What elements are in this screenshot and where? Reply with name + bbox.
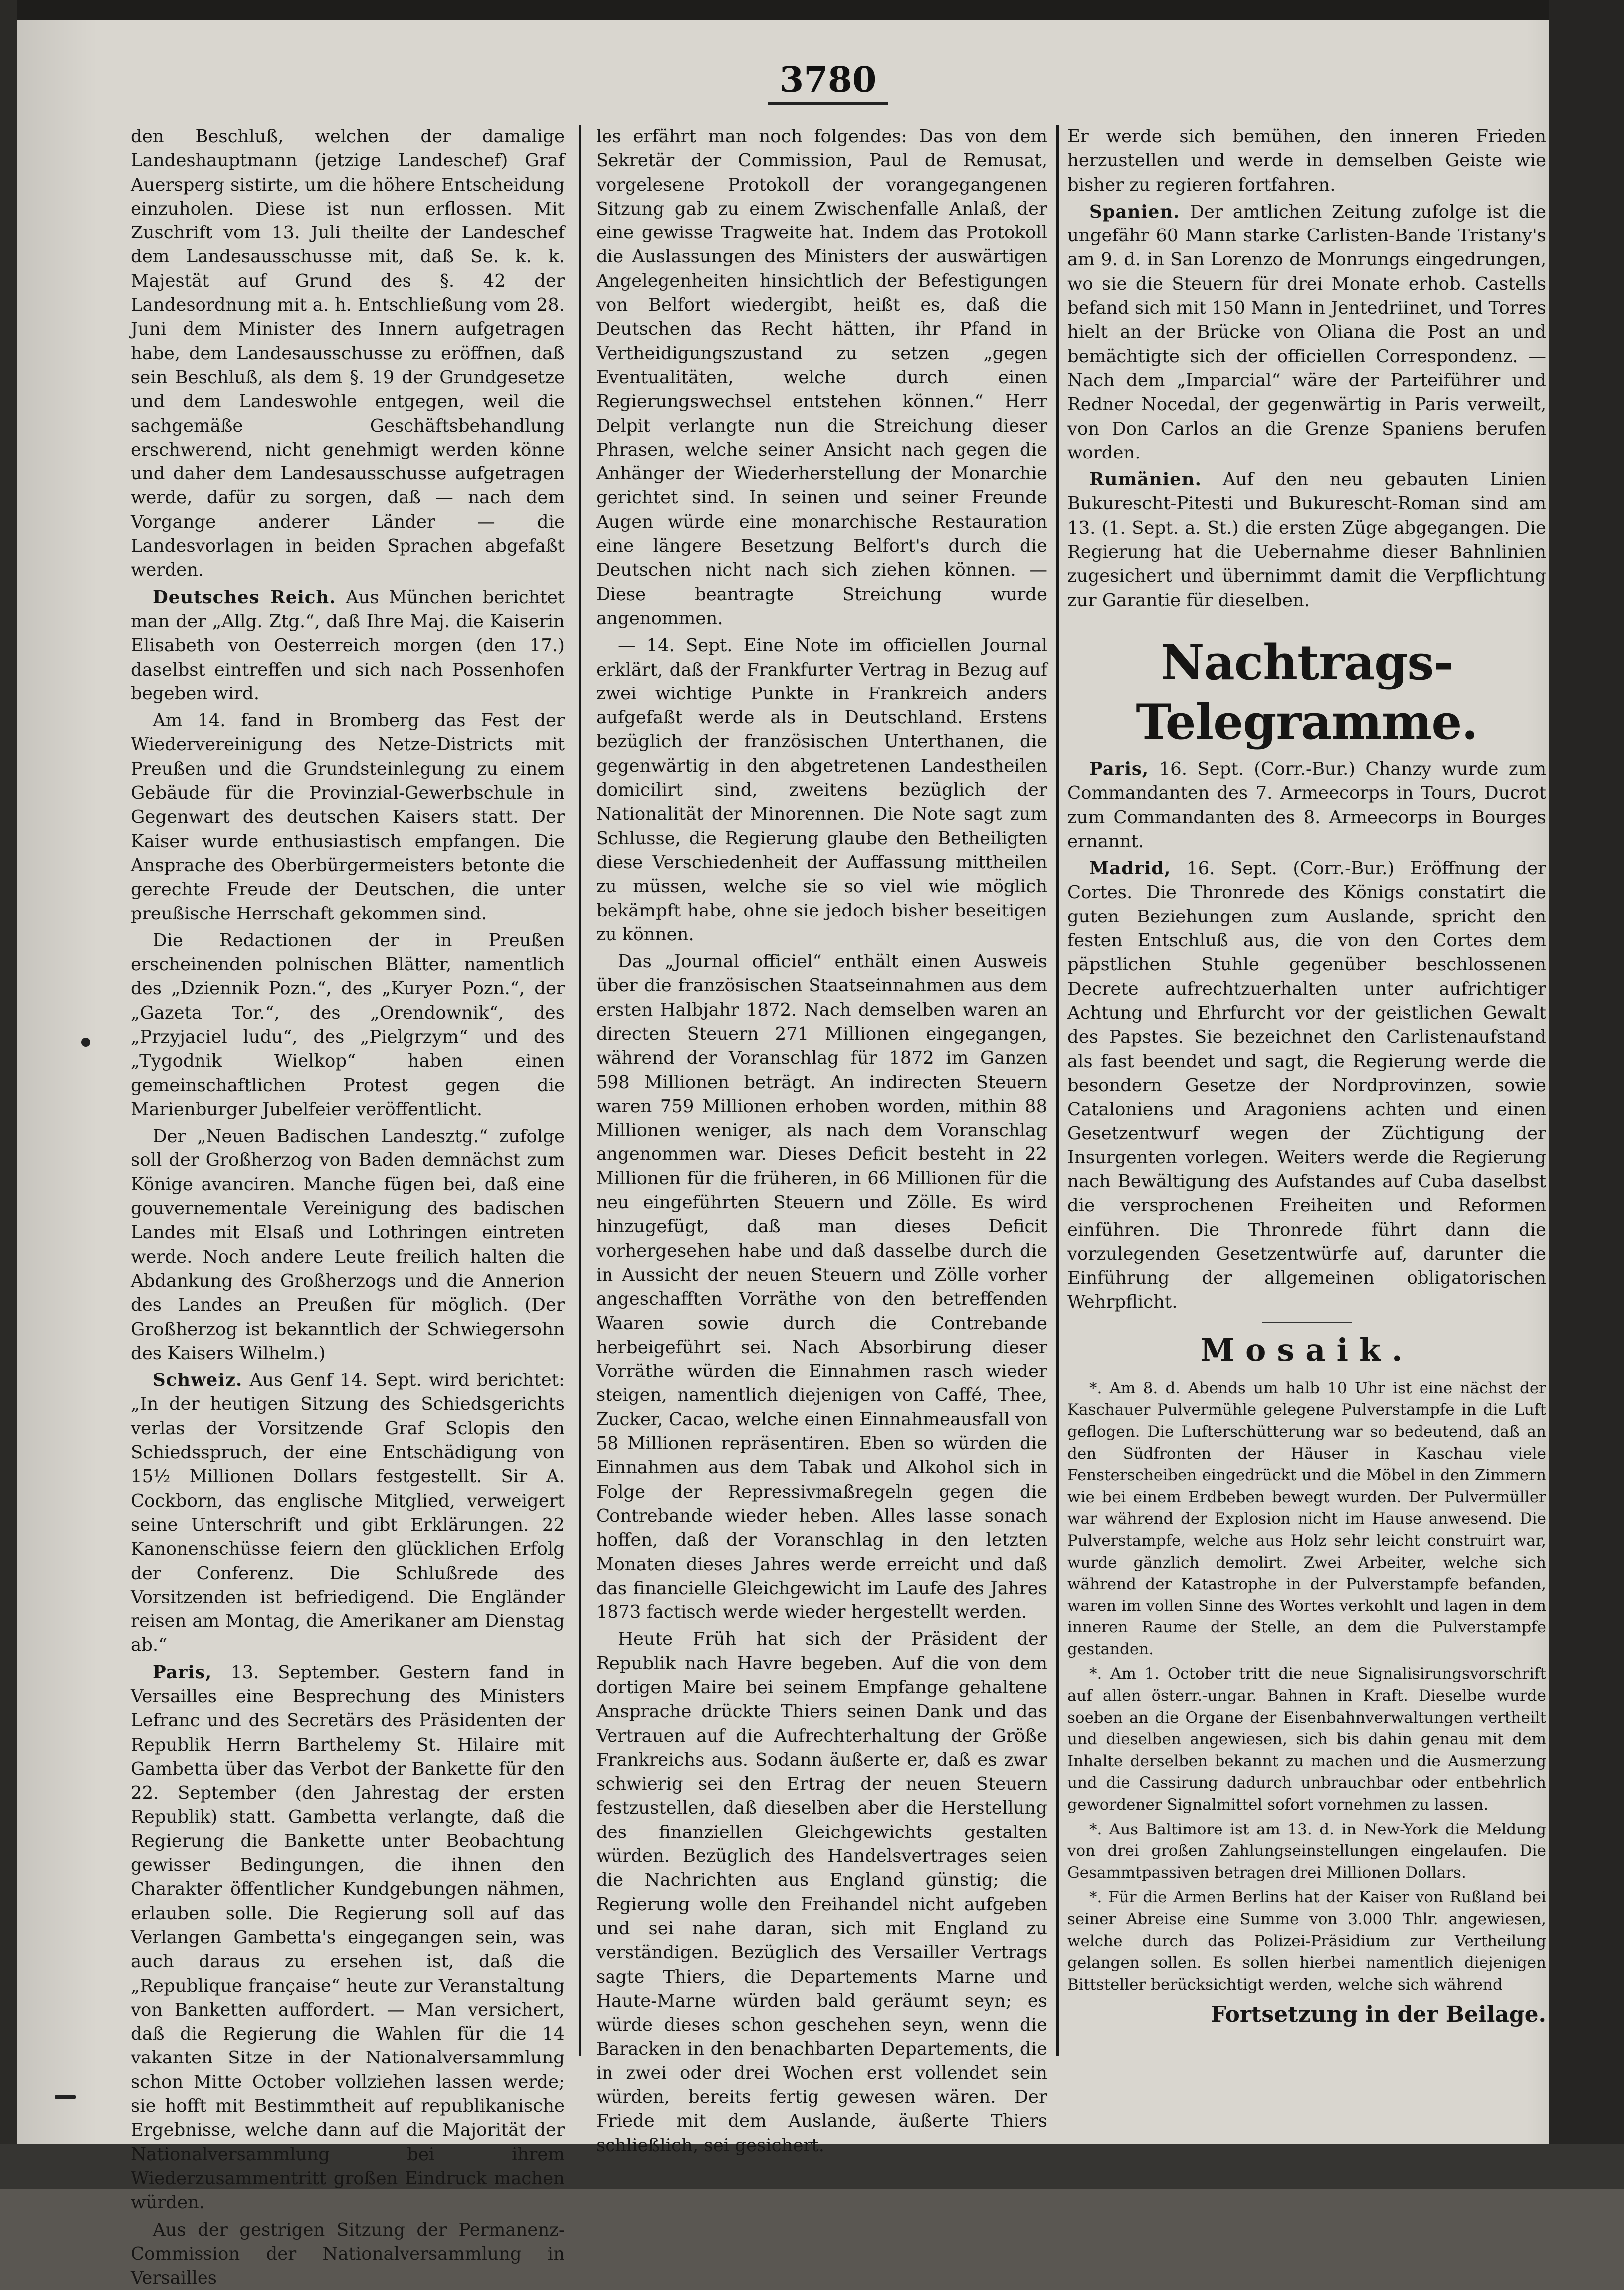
article-paragraph: *. Für die Armen Berlins hat der Kaiser von Rußland bei seiner Abreise eine Summe von 3.000 Thlr. angewiesen, welche durch das Polizei-Präsidium zur Vertheilung gelangen sollen. Es sollen hierbei namentlich diejenigen Bittsteller berücksichtigt werden, welche sich während xyxy=(1067,1888,1546,1994)
paragraph-text: 13. September. Gestern fand in Versailles eine Besprechung des Ministers Lefranc und des Secretärs des Präsidenten der Republik Herrn Barthelemy St. Hilaire mit Gambetta über das Verbot der Bankette für den 22. September (den Jahrestag der ersten Republik) statt. Gambetta verlangte, daß die Regierung die Bankette unter Beobachtung gewisser Bedingungen, die ihnen den Charakter öffentlicher Kundgebungen nähmen, erlauben solle. Die Regierung soll auf das Verlangen Gambetta's eingegangen sein, was auch daraus zu ersehen ist, daß die „Republique française“ heute zur Veranstaltung von Banketten auffordert. — Man versichert, daß die Regierung die Wahlen für die 14 vakanten Sitze in der Nationalversammlung schon Mitte October vollziehen lassen werde; sie hofft mit Bestimmtheit auf republikanische Ergebnisse, welche dann auf die Majorität der Nationalversammlung bei ihrem Wiederzusammentritt großen Eindruck machen würden. xyxy=(131,1662,565,2213)
mosaik-heading: Mosaik. xyxy=(1200,1331,1414,1368)
paragraph-text: — 14. Sept. Eine Note im officiellen Journal erklärt, daß der Frankfurter Vertrag in Bezug auf zwei wichtige Punkte in Frankreich anders aufgefaßt werde als in Deutschland. Erstens bezüglich der französischen Unterthanen, die gegenwärtig in den abgetretenen Landestheilen domicilirt sind, zweitens bezüglich der Nationalität der Minorennen. Die Note sagt zum Schlusse, die Regierung glaube den Betheiligten diese Verschiedenheit der Auffassung mittheilen zu müssen, welche sie so viel wie möglich bekämpft habe, ohne sie jedoch bisher beseitigen zu können. xyxy=(596,635,1047,945)
article-paragraph xyxy=(596,634,1047,947)
scan-edge-right xyxy=(1549,0,1624,2189)
section-lead: Paris, xyxy=(1089,758,1149,779)
paragraph-text: Aus Genf 14. Sept. wird berichtet: „In der heutigen Sitzung des Schiedsgerichts verlas der Vorsitzende Graf Sclopis den Schiedsspruch, der eine Entschädigung von 15½ Millionen Dollars festgestellt. Sir A. Cockborn, das englische Mitglied, verweigert seine Unterschrift und gibt Erklärungen. 22 Kanonenschüsse feiern den glücklichen Erfolg der Conferenz. Die Schlußrede des Vorsitzenden ist befriedigend. Die Engländer reisen am Montag, die Amerikaner am Dienstag ab.“ xyxy=(131,1370,565,1656)
paragraph-text: den Beschluß, welchen der damalige Landeshauptmann (jetzige Landeschef) Graf Auersperg sistirte, um die höhere Entscheidung einzuholen. Diese ist nun erflossen. Mit Zuschrift vom 13. Juli theilte der Landeschef dem Landesausschusse mit, daß Se. k. k. Majestät auf Grund des §. 42 der Landesordnung mit a. h. Entschließung vom 28. Juni dem Minister des Innern aufgetragen habe, dem Landesausschusse zu eröffnen, daß sein Beschluß, als dem §. 19 der Grundgesetze und dem Landeswohle entgegen, weil die sachgemäße Geschäftsbehandlung erschwerend, nicht genehmigt werden könne und daher dem Landesausschusse aufgetragen werde, dafür zu sorgen, daß — nach dem Vorgange anderer Länder — die Landesvorlagen in beiden Sprachen abgefaßt werden. xyxy=(131,126,565,581)
paragraph-text: Der amtlichen Zeitung zufolge ist die ungefähr 60 Mann starke Carlisten-Bande Tristany's am 9. d. in San Lorenzo de Monrungs eingedrungen, wo sie die Steuern für drei Monate erhob. Castells befand sich mit 150 Mann in Jentedriinet, und Torres hielt an der Brücke von Oliana die Post an und bemächtigte sich der officiellen Correspondenz. — Nach dem „Imparcial“ wäre der Parteiführer und Redner Nocedal, der gegenwärtig in Paris verweilt, von Don Carlos an die Grenze Spaniens berufen worden. xyxy=(1067,201,1546,463)
column-3-articles xyxy=(1067,125,1546,613)
scan-edge-left xyxy=(0,0,17,2189)
column-2 xyxy=(596,125,1047,2156)
section-lead: Schweiz. xyxy=(153,1370,243,1391)
paragraph-text: Auf den neu gebauten Linien Bukurescht-Pitesti und Bukurescht-Roman sind am 13. (1. Sept. a. St.) die ersten Züge abgegangen. Die Regierung hat die Uebernahme dieser Bahnlinien zugesichert und übernimmt damit die Verpflichtung zur Garantie für dieselben. xyxy=(1067,469,1546,611)
divider xyxy=(1262,1322,1352,1323)
article-paragraph xyxy=(131,1661,565,2215)
section-lead: Madrid, xyxy=(1089,858,1171,879)
paragraph-text: Aus München berichtet man der „Allg. Ztg.“, daß Ihre Maj. die Kaiserin Elisabeth von Oesterreich morgen (den 17.) daselbst eintreffen und sich nach Possenhofen begeben wird. xyxy=(131,587,565,704)
section-lead: Deutsches Reich. xyxy=(153,587,336,608)
article-paragraph xyxy=(1067,757,1546,854)
page-number: 3780 xyxy=(768,57,888,105)
paragraph-text: Am 14. fand in Bromberg das Fest der Wiedervereinigung des Netze-Districts mit Preußen und die Grundsteinlegung zu einem Gebäude für die Provinzial-Gewerbschule in Gegenwart des deutschen Kaisers statt. Der Kaiser wurde enthusiastisch empfangen. Die Ansprache des Oberbürgermeisters betonte die gerechte Freude der Deutschen, die unter preußische Herrschaft gekommen sind. xyxy=(131,710,565,924)
article-paragraph: *. Aus Baltimore ist am 13. d. in New-York die Meldung von drei großen Zahlungseinstellungen eingelaufen. Die Gesammtpassiven betragen drei Millionen Dollars. xyxy=(1067,1820,1546,1882)
article-paragraph xyxy=(596,950,1047,1624)
paragraph-text: Die Redactionen der in Preußen erscheinenden polnischen Blätter, namentlich des „Dziennik Pozn.“, des „Kuryer Pozn.“, der „Gazeta Tor.“, des „Orendownik“, des „Przyjaciel ludu“, des „Pielgrzym“ und des „Tygodnik Wielkop“ haben einen gemeinschaftlichen Protest gegen die Marienburger Jubelfeier veröffentlicht. xyxy=(131,930,565,1120)
article-paragraph xyxy=(131,586,565,706)
ink-mark xyxy=(55,2095,76,2099)
continuation-note: Fortsetzung in der Beilage. xyxy=(1211,2002,1546,2028)
article-paragraph xyxy=(131,929,565,1122)
mosaik-list xyxy=(1067,1378,1546,1996)
column-rule-2 xyxy=(1056,125,1059,2056)
section-lead: Rumänien. xyxy=(1089,469,1202,490)
paragraph-text: Aus der gestrigen Sitzung der Permanenz-Commission der Nationalversammlung in Versailles xyxy=(131,2219,565,2289)
paragraph-text: Das „Journal officiel“ enthält einen Ausweis über die französischen Staatseinnahmen aus dem ersten Halbjahr 1872. Nach demselben waren an directen Steuern 271 Millionen eingegangen, während der Voranschlag für 1872 im Ganzen 598 Millionen beträgt. An indirecten Steuern waren 759 Millionen erhoben worden, mithin 88 Millionen weniger, als nach dem Voranschlag angenommen war. Dieses Deficit besteht in 22 Millionen für die früheren, in 66 Millionen für die neu eingeführten Steuern und Zölle. Es wird hinzugefügt, daß man dieses Deficit vorhergesehen habe und daß dasselbe durch die in Aussicht der neuen Steuern und Zölle vorher angeschafften Vorräthe von den betreffenden Waaren sowie durch die Contrebande herbeigeführt sei. Nach Absorbirung dieser Vorräthe würden die Einnahmen rasch wieder steigen, namentlich diejenigen von Caffé, Thee, Zucker, Cacao, welche einen Einnahmeausfall von 58 Millionen repräsentiren. Eben so würden die Einnahmen aus dem Tabak und Alkohol sich in Folge der Repressivmaßregeln gegen die Contrebande wieder heben. Alles lasse sonach hoffen, daß der Voranschlag in den letzten Monaten dieses Jahres werde erreicht und daß das financielle Gleichgewicht im Laufe des Jahres 1873 factisch werde wieder hergestellt werden. xyxy=(596,951,1047,1623)
article-paragraph xyxy=(1067,200,1546,465)
ink-spot xyxy=(81,1038,90,1047)
telegrams-heading: Nachtrags-Telegramme. xyxy=(1136,634,1478,750)
article-paragraph xyxy=(131,125,565,583)
article-paragraph: *. Am 1. October tritt die neue Signalisirungsvorschrift auf allen österr.-ungar. Bahnen in Kraft. Dieselbe wurde soeben an die Organe der Eisenbahnverwaltungen vertheilt und dieselben angewiesen, sich bis dahin genau mit dem Inhalte derselben bekannt zu machen und die Ausmerzung und die Cassirung dadurch unbrauchbar oder entbehrlich gewordener Signalmittel sofort vornehmen zu lassen. xyxy=(1067,1665,1546,1814)
article-paragraph xyxy=(131,2218,565,2290)
paragraph-text: 16. Sept. (Corr.-Bur.) Eröffnung der Cortes. Die Thronrede des Königs constatirt die guten Beziehungen zum Auslande, spricht den festen Entschluß aus, die von den Cortes dem päpstlichen Stuhle gegenüber beschlossenen Decrete aufrechtzuerhalten unter aufrichtiger Achtung und Ehrfurcht vor der geistlichen Gewalt des Papstes. Sie bezeichnet den Carlistenaufstand als fast beendet und sagt, die Regierung werde die besondern Gesetze der Nordprovinzen, sowie Cataloniens und Aragoniens achten und einen Gesetzentwurf wegen der Züchtigung der Insurgenten vorlegen. Weiters werde die Regierung nach Bewältigung des Aufstandes auf Cuba daselbst die versprochenen Freiheiten und Reformen einführen. Die Thronrede führt dann die vorzulegenden Gesetzentwürfe auf, darunter die Einführung der allgemeinen obligatorischen Wehrpflicht. xyxy=(1067,858,1546,1313)
paragraph-text: Heute Früh hat sich der Präsident der Republik nach Havre begeben. Auf die von dem dortigen Maire bei seinem Empfange gehaltene Ansprache drückte Thiers seinen Dank und das Vertrauen auf die Aufrechterhaltung der Größe Frankreichs aus. Sodann äußerte er, daß es zwar schwierig sei den Ertrag der neuen Steuern festzustellen, daß dieselben aber die Herstellung des finanziellen Gleichgewichts gestalten würden. Bezüglich des Handelsvertrages seien die Nachrichten aus England günstig; die Regierung wolle den Freihandel nicht aufgeben und sei nahe daran, sich mit England zu verständigen. Bezüglich des Versailler Vertrags sagte Thiers, die Departements Marne und Haute-Marne würden bald geräumt seyn; es würde dieses schon geschehen seyn, wenn die Baracken in den benachbarten Departements, die in zwei oder drei Wochen erst vollendet sein würden, bereits fertig gewesen wären. Der Friede mit dem Auslande, äußerte Thiers schließlich, sei gesichert. xyxy=(596,1629,1047,2156)
paragraph-text: Der „Neuen Badischen Landesztg.“ zufolge soll der Großherzog von Baden demnächst zum Könige avanciren. Manche fügen bei, daß eine gouvernementale Vereinigung des badischen Landes mit Elsaß und Lothringen eintreten werde. Noch andere Leute freilich halten die Abdankung des Großherzogs und die Annerion des Landes an Preußen für möglich. (Der Großherzog ist bekanntlich der Schwiegersohn des Kaisers Wilhelm.) xyxy=(131,1126,565,1364)
section-lead: Paris, xyxy=(153,1662,212,1683)
paragraph-text: les erfährt man noch folgendes: Das von dem Sekretär der Commission, Paul de Remusat, vorgelesene Protokoll der vorangegangenen Sitzung gab zu einem Zwischenfalle Anlaß, der eine gewisse Tragweite hat. Indem das Protokoll die Auslassungen des Ministers der auswärtigen Angelegenheiten hinsichtlich der Befestigungen von Belfort wiedergibt, heißt es, daß die Deutschen das Recht hätten, ihr Pfand in Vertheidigungszustand zu setzen „gegen Eventualitäten, welche durch einen Regierungswechsel entstehen können.“ Herr Delpit verlangte nun die Streichung dieser Phrasen, welche seiner Ansicht nach gegen die Anhänger der Wiederherstellung der Monarchie gerichtet sind. In seinen und seiner Freunde Augen würde eine monarchische Restauration eine längere Besetzung Belfort's durch die Deutschen nicht nach sich ziehen können. — Diese beantragte Streichung wurde angenommen. xyxy=(596,126,1047,629)
article-paragraph xyxy=(131,709,565,926)
telegrams-list xyxy=(1067,757,1546,1315)
article-paragraph xyxy=(596,125,1047,631)
section-lead: Spanien. xyxy=(1089,201,1180,222)
article-paragraph xyxy=(1067,857,1546,1315)
paragraph-text: Er werde sich bemühen, den inneren Frieden herzustellen und werde in demselben Geiste wie bisher zu regieren fortfahren. xyxy=(1067,126,1546,195)
scan-edge-top xyxy=(0,0,1624,20)
article-paragraph xyxy=(1067,125,1546,197)
column-3 xyxy=(1067,125,1546,2056)
column-1 xyxy=(131,125,565,2289)
paragraph-text: 16. Sept. (Corr.-Bur.) Chanzy wurde zum Commandanten des 7. Armeecorps in Tours, Ducrot zum Commandanten des 8. Armeecorps in Bourges ernannt. xyxy=(1067,758,1546,852)
column-rule-1 xyxy=(579,125,581,2056)
article-paragraph xyxy=(131,1125,565,1366)
article-paragraph xyxy=(596,1627,1047,2158)
article-paragraph: *. Am 8. d. Abends um halb 10 Uhr ist eine nächst der Kaschauer Pulvermühle gelegene Pulverstampfe in die Luft geflogen. Die Lufterschütterung war so bedeutend, daß an den Südfronten der Häuser in Kaschau viele Fensterscheiben eingedrückt und die Möbel in den Zimmern wie bei einem Erdbeben bewegt wurden. Der Pulvermüller war während der Explosion nicht im Hause anwesend. Die Pulverstampfe, welche aus Holz sehr leicht construirt war, wurde gänzlich demolirt. Zwei Arbeiter, welche sich während der Katastrophe in der Pulverstampfe befanden, waren im vollen Sinne des Wortes verkohlt und lagen in dem inneren Raume der Stelle, an dem die Pulverstampfe gestanden. xyxy=(1067,1379,1546,1658)
article-paragraph xyxy=(131,1369,565,1658)
article-paragraph xyxy=(1067,468,1546,613)
